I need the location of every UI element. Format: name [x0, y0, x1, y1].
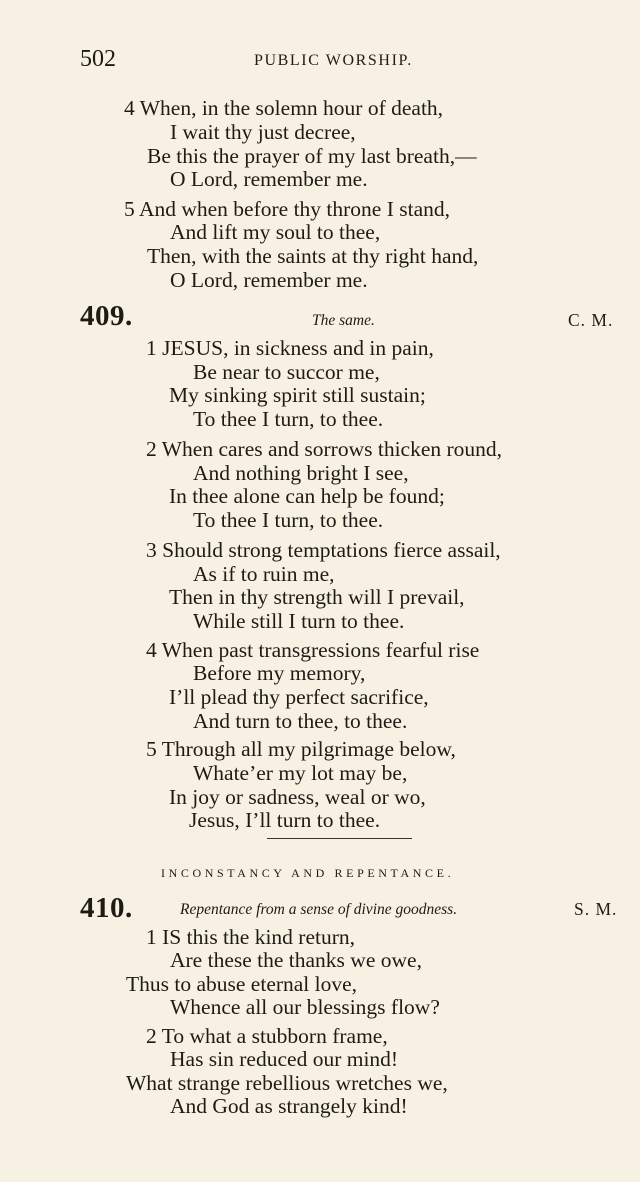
hymn-title: The same.: [312, 312, 375, 329]
hymn-meter: C. M.: [568, 310, 614, 330]
verse-line: In joy or sadness, weal or wo,: [169, 785, 426, 809]
verse-line: And nothing bright I see,: [193, 461, 409, 485]
verse-line: To thee I turn, to thee.: [193, 508, 384, 532]
verse-line: 2 When cares and sorrows thicken round,: [146, 437, 503, 461]
verse-line: In thee alone can help be found;: [169, 484, 445, 508]
verse-line: And lift my soul to thee,: [170, 220, 381, 244]
verse-line: As if to ruin me,: [193, 562, 335, 586]
verse-line: 4 When past transgressions fearful rise: [146, 638, 480, 662]
verse-line: O Lord, remember me.: [170, 268, 368, 292]
verse-line: Then in thy strength will I prevail,: [169, 585, 465, 609]
verse-line: My sinking spirit still sustain;: [169, 383, 426, 407]
verse-line: O Lord, remember me.: [170, 167, 368, 191]
verse-line: To thee I turn, to thee.: [193, 407, 384, 431]
hymn-divider: [267, 838, 412, 839]
verse-line: Be near to succor me,: [193, 360, 380, 384]
verse-line: Has sin reduced our mind!: [170, 1047, 399, 1071]
verse-line: 5 And when before thy throne I stand,: [124, 197, 451, 221]
hymn-title: Repentance from a sense of divine goodness.: [180, 901, 458, 918]
running-title: PUBLIC WORSHIP.: [254, 52, 413, 69]
verse-line: I wait thy just decree,: [170, 120, 356, 144]
verse-line: Before my memory,: [193, 661, 366, 685]
verse-line: 4 When, in the solemn hour of death,: [124, 96, 444, 120]
verse-line: Jesus, I’ll turn to thee.: [189, 808, 381, 832]
hymn-meter: S. M.: [574, 899, 618, 919]
verse-line: Whate’er my lot may be,: [193, 761, 408, 785]
verse-line: And turn to thee, to thee.: [193, 709, 408, 733]
verse-line: Are these the thanks we owe,: [170, 948, 422, 972]
section-heading: INCONSTANCY AND REPENTANCE.: [161, 866, 455, 880]
hymn-number: 410.: [80, 892, 133, 924]
verse-line: And God as strangely kind!: [170, 1094, 408, 1118]
verse-line: Then, with the saints at thy right hand,: [147, 244, 479, 268]
page-number: 502: [80, 46, 116, 72]
verse-line: 1 JESUS, in sickness and in pain,: [146, 336, 434, 360]
verse-line: Be this the prayer of my last breath,—: [147, 144, 477, 168]
verse-line: Thus to abuse eternal love,: [126, 972, 358, 996]
verse-line: 2 To what a stubborn frame,: [146, 1024, 388, 1048]
verse-line: 5 Through all my pilgrimage below,: [146, 737, 456, 761]
verse-line: 1 IS this the kind return,: [146, 925, 356, 949]
verse-line: Whence all our blessings flow?: [170, 995, 440, 1019]
hymn-number: 409.: [80, 300, 133, 332]
verse-line: 3 Should strong temptations fierce assail,: [146, 538, 501, 562]
page-header: [0, 46, 640, 80]
verse-line: I’ll plead thy perfect sacrifice,: [169, 685, 429, 709]
verse-line: While still I turn to thee.: [193, 609, 405, 633]
verse-line: What strange rebellious wretches we,: [126, 1071, 448, 1095]
